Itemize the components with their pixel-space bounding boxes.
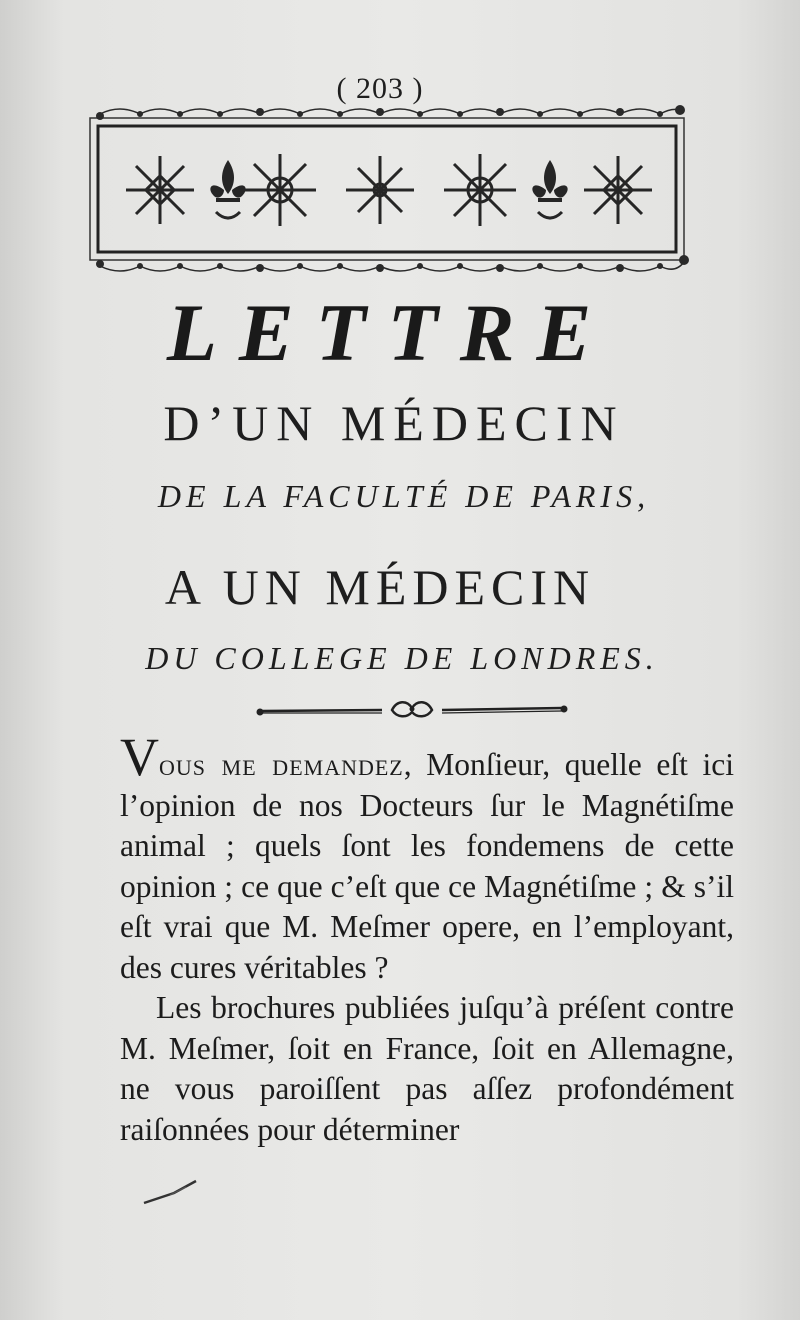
section-divider-ornament	[252, 696, 572, 724]
title-a-un-medecin: A UN MÉDECIN	[164, 559, 596, 615]
drop-cap: V	[120, 727, 159, 787]
paragraph-1-lead: ous me demandez	[159, 747, 404, 782]
paragraph-1-text: , Monſieur, quelle eſt ici l’opinion de nos Docteurs ſur le Magnétiſme animal ; quels ſont les fondemens de cette opinion ; ce que c’eſt que ce Magnétiſme ; & s’il eſt vrai que M. Meſmer opere, en l’employant, des cures véritables ?	[120, 747, 734, 985]
title-faculte-de-paris: DE LA FACULTÉ DE PARIS,	[157, 478, 651, 514]
headpiece-ornament	[80, 100, 692, 278]
paragraph-1	[120, 727, 734, 988]
pen-stroke-mark	[140, 1175, 200, 1207]
paragraph-2: Les brochures publiées juſqu’à préſent contre M. Meſmer, ſoit en France, ſoit en Allemagne, ne vous paroiſſent pas aſſez profondément raiſonnées pour déterminer	[120, 990, 734, 1147]
title-dun-medecin: D’UN MÉDECIN	[163, 395, 625, 451]
title-college-de-londres: DU COLLEGE DE LONDRES.	[145, 640, 659, 676]
title-lettre: LETTRE	[166, 287, 614, 378]
page-number: ( 203 )	[336, 72, 424, 105]
letter-body	[120, 727, 734, 1150]
